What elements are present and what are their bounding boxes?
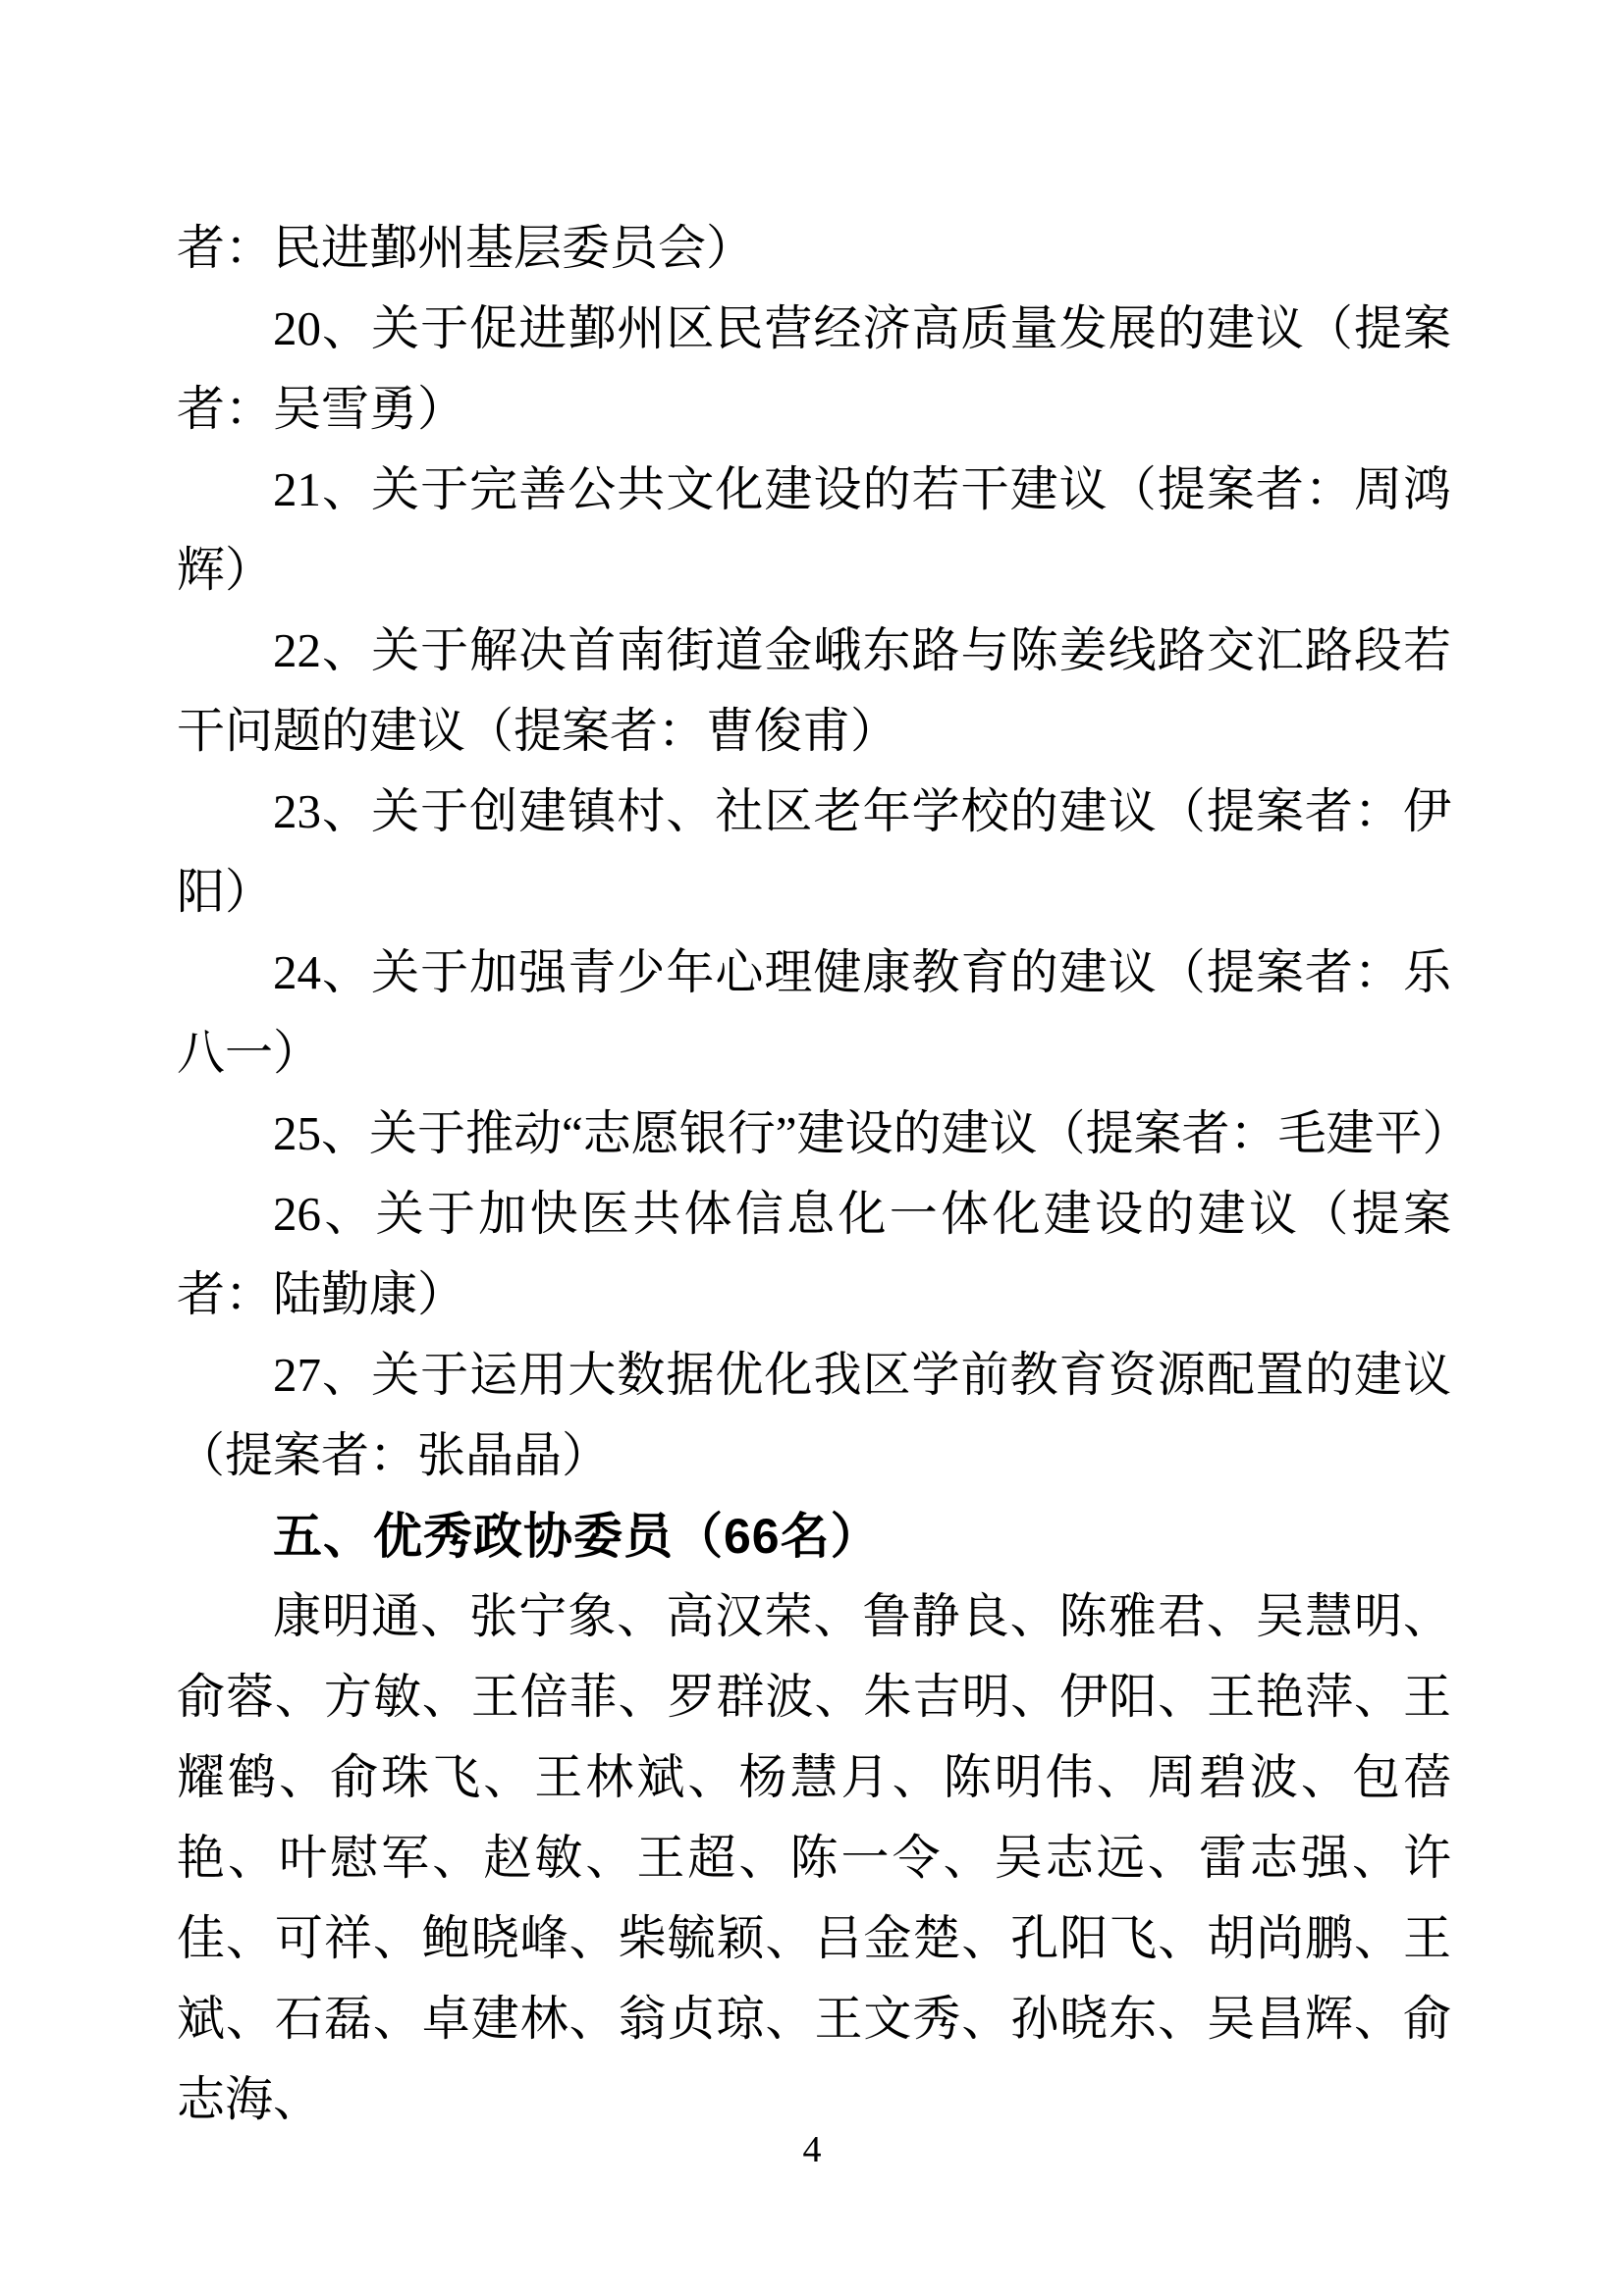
proposal-item-24: 24、关于加强青少年心理健康教育的建议（提案者：乐八一） (177, 945, 1451, 1080)
proposal-item-25: 25、关于推动“志愿银行”建设的建议（提案者：毛建平） (273, 1106, 1471, 1160)
proposal-item-23: 23、关于创建镇村、社区老年学校的建议（提案者：伊阳） (177, 784, 1451, 919)
awardee-names-list: 康明通、张宁象、高汉荣、鲁静良、陈雅君、吴慧明、俞蓉、方敏、王倍菲、罗群波、朱吉明、伊阳、王艳萍、王耀鹤、俞珠飞、王林斌、杨慧月、陈明伟、周碧波、包蓓艳、叶慰军、赵敏、王超、陈一令、吴志远、雷志强、许佳、可祥、鲍晓峰、柴毓颖、吕金楚、孔阳飞、胡尚鹏、王斌、石磊、卓建林、翁贞琼、王文秀、孙晓东、吴昌辉、俞志海、 (177, 1589, 1451, 2126)
proposal-item-22: 22、关于解决首南街道金峨东路与陈姜线路交汇路段若干问题的建议（提案者：曹俊甫） (177, 623, 1451, 758)
section-heading-outstanding-members: 五、优秀政协委员（66名） (273, 1509, 881, 1564)
proposal-item-21: 21、关于完善公共文化建设的若干建议（提案者：周鸿辉） (177, 462, 1451, 597)
proposal-item-20: 20、关于促进鄞州区民营经济高质量发展的建议（提案者：吴雪勇） (177, 301, 1451, 436)
proposal-item-26: 26、关于加快医共体信息化一体化建设的建议（提案者：陆勤康） (177, 1187, 1451, 1321)
document-body (177, 208, 1471, 2140)
paragraph-continuation: 者：民进鄞州基层委员会） (177, 221, 755, 275)
proposal-item-27: 27、关于运用大数据优化我区学前教育资源配置的建议（提案者：张晶晶） (177, 1348, 1451, 1482)
page-number: 4 (802, 2129, 822, 2170)
